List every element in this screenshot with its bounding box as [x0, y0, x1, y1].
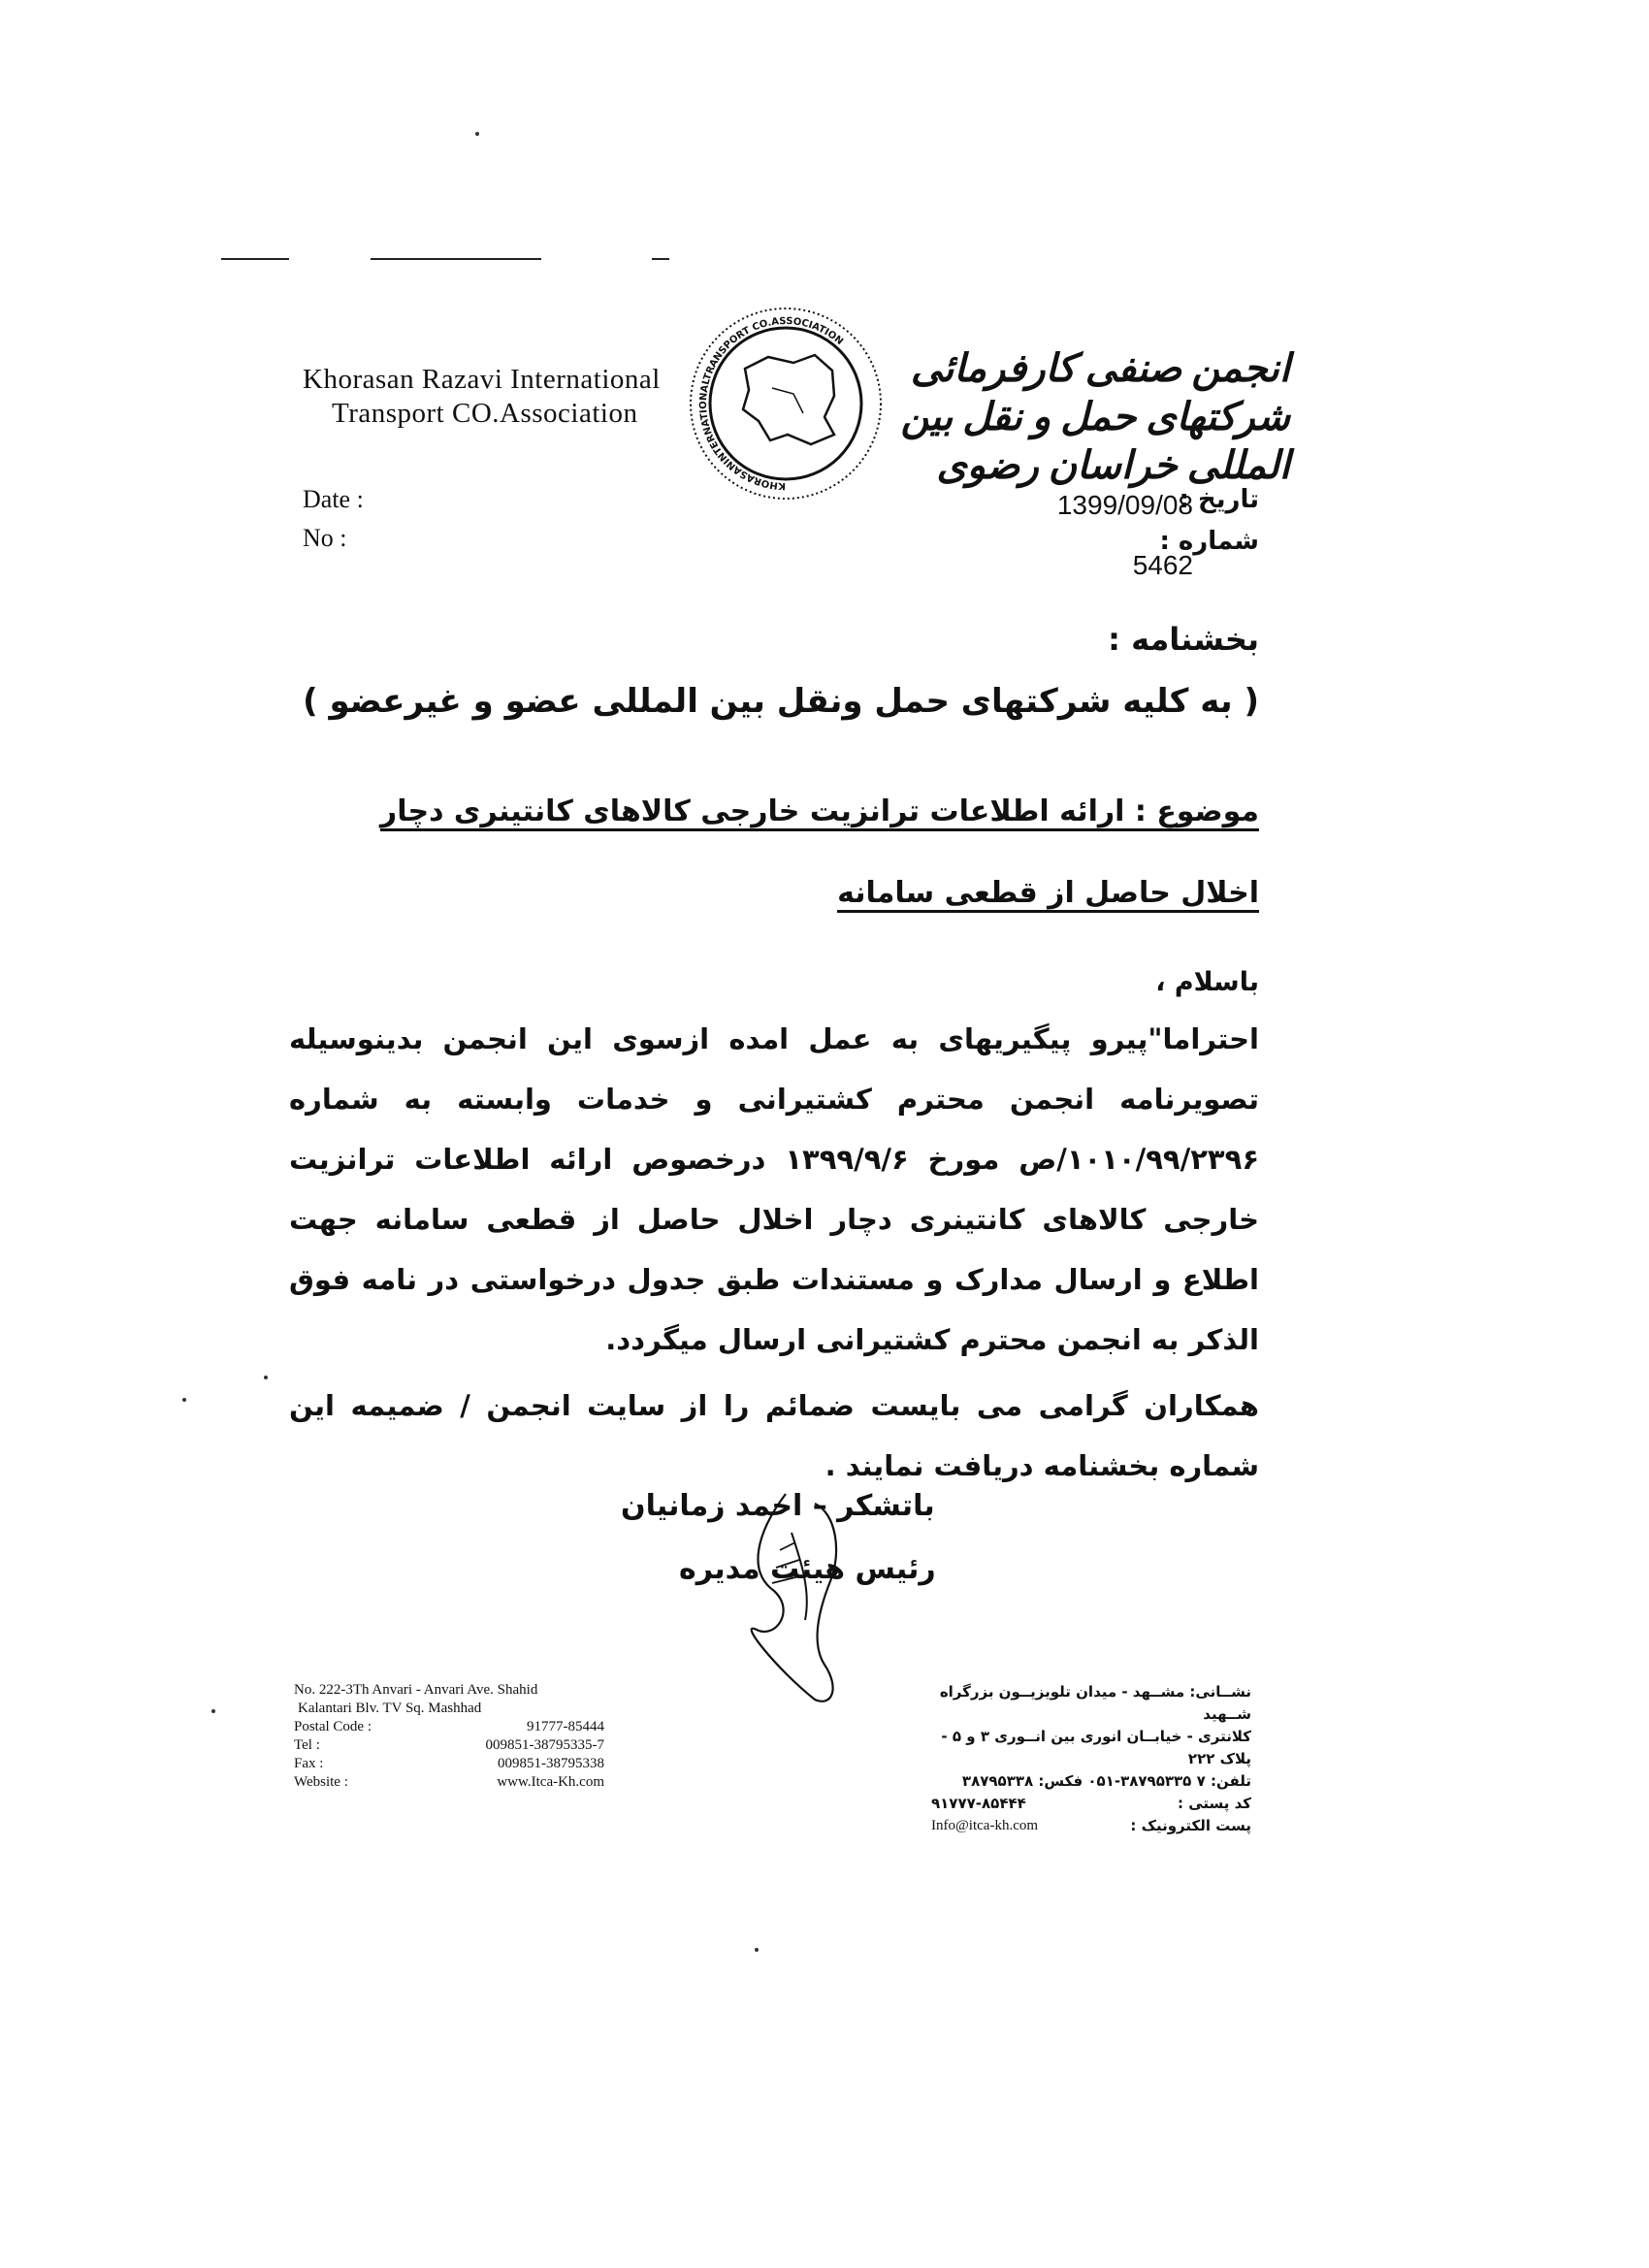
- signature-title: رئیس هیئت مدیره: [679, 1552, 936, 1586]
- footer-fa-postal-label: کد پستی :: [1177, 1795, 1251, 1812]
- date-label-en: Date :: [303, 485, 364, 513]
- footer-fa-postal-value: ۹۱۷۷۷-۸۵۴۴۴: [931, 1795, 1026, 1812]
- footer-postal-value: 91777-85444: [527, 1719, 604, 1734]
- body-paragraph-2: همکاران گرامی می بایست ضمائم را از سایت انجمن / ضمیمه این شماره بخشنامه دریافت نمایند .: [289, 1389, 1259, 1482]
- footer-address-line1: No. 222-3Th Anvari - Anvari Ave. Shahid: [294, 1682, 538, 1698]
- org-name-en-line2: Transport CO.Association: [332, 398, 638, 429]
- footer-fa-email-value: Info@itca-kh.com: [931, 1818, 1039, 1833]
- footer-website-value: www.Itca-Kh.com: [497, 1774, 604, 1790]
- circular-heading: بخشنامه :: [1108, 621, 1259, 658]
- footer-contact-en: [294, 1681, 604, 1792]
- no-label-en: No :: [303, 524, 347, 552]
- footer-fa-email-row: [931, 1815, 1251, 1837]
- scan-speck: [755, 1948, 759, 1952]
- footer-fa-email-label: پست الکترونیک :: [1130, 1817, 1251, 1834]
- footer-contact-fa: [931, 1681, 1251, 1837]
- footer-tel-label: Tel :: [294, 1737, 320, 1753]
- org-name-fa: انجمن صنفی کارفرمائی شرکتهای حمل و نقل بین المللی خراسان رضوی: [900, 346, 1290, 487]
- scan-speck: [264, 1376, 268, 1379]
- footer-postal-label: Postal Code :: [294, 1719, 372, 1734]
- scan-line: [652, 258, 669, 260]
- recipients-line: ( به کلیه شرکتهای حمل ونقل بین المللی عضو و غیرعضو ): [303, 682, 1259, 721]
- footer-fa-address-line1: نشــانی: مشــهد - میدان تلویزیــون بزرگراه شــهید: [939, 1683, 1251, 1723]
- footer-fa-address-line2: کلانتری - خیابــان انوری بین انــوری ۳ و ۵ - پلاک ۲۲۲: [941, 1728, 1251, 1767]
- scan-line: [221, 258, 289, 260]
- footer-website-label: Website :: [294, 1774, 348, 1790]
- org-name-en-line1: Khorasan Razavi International: [303, 364, 661, 395]
- scan-speck: [182, 1398, 186, 1402]
- association-logo: [679, 299, 892, 502]
- footer-postal-row: [294, 1718, 604, 1736]
- scan-line: [371, 258, 541, 260]
- greeting: باسلام ،: [1155, 967, 1259, 997]
- handwritten-signature: [718, 1474, 863, 1707]
- body-paragraph-1: احتراما"پیرو پیگیریهای به عمل امده ازسوی این انجمن بدینوسیله تصویرنامه انجمن محترم کشتیرانی و خدمات وابسته به شماره ۱۰۱۰/۹۹/۲۳۹۶/ص مورخ ۱۳۹۹/۹/۶ درخصوص ارائه اطلاعات ترانزیت خارجی کالاهای کانتینری دچار اخلال حاصل از قطعی سامانه جهت اطلاع و ارسال مدارک و مستندات طبق جدول درخواستی در نامه فوق الذکر به انجمن محترم کشتیرانی ارسال میگردد.: [289, 1022, 1260, 1356]
- no-label-fa: شماره :: [1159, 527, 1259, 556]
- signature-thanks-name: باتشکر – احمد زمانیان: [621, 1489, 935, 1523]
- footer-address-line2: Kalantari Blv. TV Sq. Mashhad: [298, 1701, 482, 1716]
- scan-speck: [475, 132, 479, 136]
- footer-fax-row: [294, 1755, 604, 1773]
- footer-website-row: [294, 1773, 604, 1792]
- letter-number: 5462: [1132, 550, 1193, 580]
- date-label-fa: تاریخ :: [1179, 485, 1259, 514]
- org-name-en: [303, 363, 661, 431]
- date-value: 1399/09/08: [1056, 490, 1193, 520]
- footer-fax-value: 009851-38795338: [498, 1756, 604, 1771]
- subject-line: موضوع : ارائه اطلاعات ترانزیت خارجی کالاهای کانتینری دچار اخلال حاصل از قطعی سامانه: [379, 794, 1259, 910]
- scan-speck: [211, 1709, 215, 1713]
- footer-fax-label: Fax :: [294, 1756, 324, 1771]
- footer-fa-postal-row: [931, 1793, 1251, 1815]
- logo-ring-text: KHORASANINTERNATIONALTRANSPORT CO.ASSOCIATION: [697, 315, 846, 492]
- footer-tel-value: 009851-38795335-7: [485, 1737, 604, 1753]
- svg-text:KHORASANINTERNATIONALTRANSPORT: [698, 316, 845, 491]
- letter-body: [289, 1009, 1259, 1502]
- footer-fa-tel: تلفن: ۷ ۳۸۷۹۵۳۳۵-۰۵۱ فکس: ۳۸۷۹۵۳۳۸: [961, 1772, 1251, 1790]
- footer-tel-row: [294, 1736, 604, 1755]
